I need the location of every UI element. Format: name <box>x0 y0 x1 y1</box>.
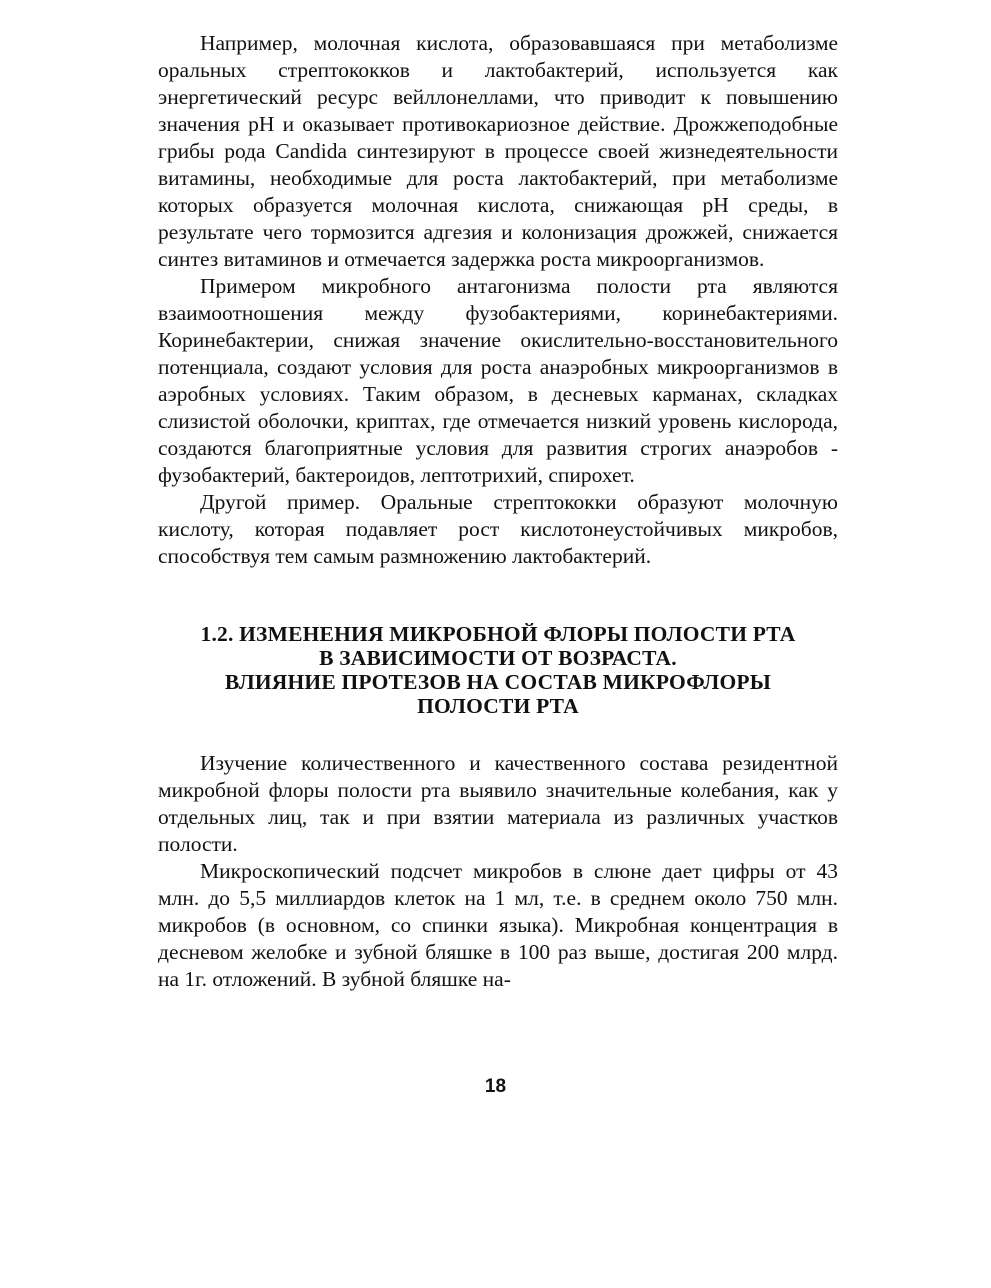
section-heading-line-1: 1.2. ИЗМЕНЕНИЯ МИКРОБНОЙ ФЛОРЫ ПОЛОСТИ РТА <box>200 622 796 646</box>
heading-spacer <box>158 718 838 750</box>
paragraph-3: Другой пример. Оральные стрептококки образуют молочную кислоту, которая подавляет рост кислотонеустойчивых микробов, способствуя тем самым размножению лактобактерий. <box>158 490 838 568</box>
section-heading-line-2: В ЗАВИСИМОСТИ ОТ ВОЗРАСТА. <box>319 646 677 670</box>
section-heading-line-4: ПОЛОСТИ РТА <box>417 694 579 718</box>
paragraph-1: Например, молочная кислота, образовавшаяся при метаболизме оральных стрептококков и лактобактерий, используется как энергетический ресурс вейллонеллами, что приводит к повышению значения pH и оказывает противокариозное действие. Дрожжеподобные грибы рода Candida синтезируют в процессе своей жизнедеятельности витамины, необходимые для роста лактобактерий, при метаболизме которых образуется молочная кислота, снижающая pH среды, в результате чего тормозится адгезия и колонизация дрожжей, снижается синтез витаминов и отмечается задержка роста микроорганизмов. <box>158 31 838 271</box>
paragraph-2: Примером микробного антагонизма полости рта являются взаимоотношения между фузобактериями, коринебактериями. Коринебактерии, снижая значение окислительно-восстановительного потенциала, создают условия для роста анаэробных микроорганизмов в аэробных условиях. Таким образом, в десневых карманах, складках слизистой оболочки, криптах, где отмечается низкий уровень кислорода, создаются благоприятные условия для развития строгих анаэробов - фузобактерий, бактероидов, лептотрихий, спирохет. <box>158 274 838 487</box>
page-body <box>158 30 838 993</box>
paragraph-4: Изучение количественного и качественного состава резидентной микробной флоры полости рта выявило значительные колебания, как у отдельных лиц, так и при взятии материала из различных участков полости. <box>158 751 838 856</box>
paragraph-5: Микроскопический подсчет микробов в слюне дает цифры от 43 млн. до 5,5 миллиардов клеток на 1 мл, т.е. в среднем около 750 млн. микробов (в основном, со спинки языка). Микробная концентрация в десневом желобке и зубной бляшке в 100 раз выше, достигая 200 млрд. на 1г. отложений. В зубной бляшке на- <box>158 859 838 991</box>
section-heading <box>158 622 838 718</box>
section-heading-line-3: ВЛИЯНИЕ ПРОТЕЗОВ НА СОСТАВ МИКРОФЛОРЫ <box>224 670 772 694</box>
page-number: 18 <box>484 1076 507 1097</box>
